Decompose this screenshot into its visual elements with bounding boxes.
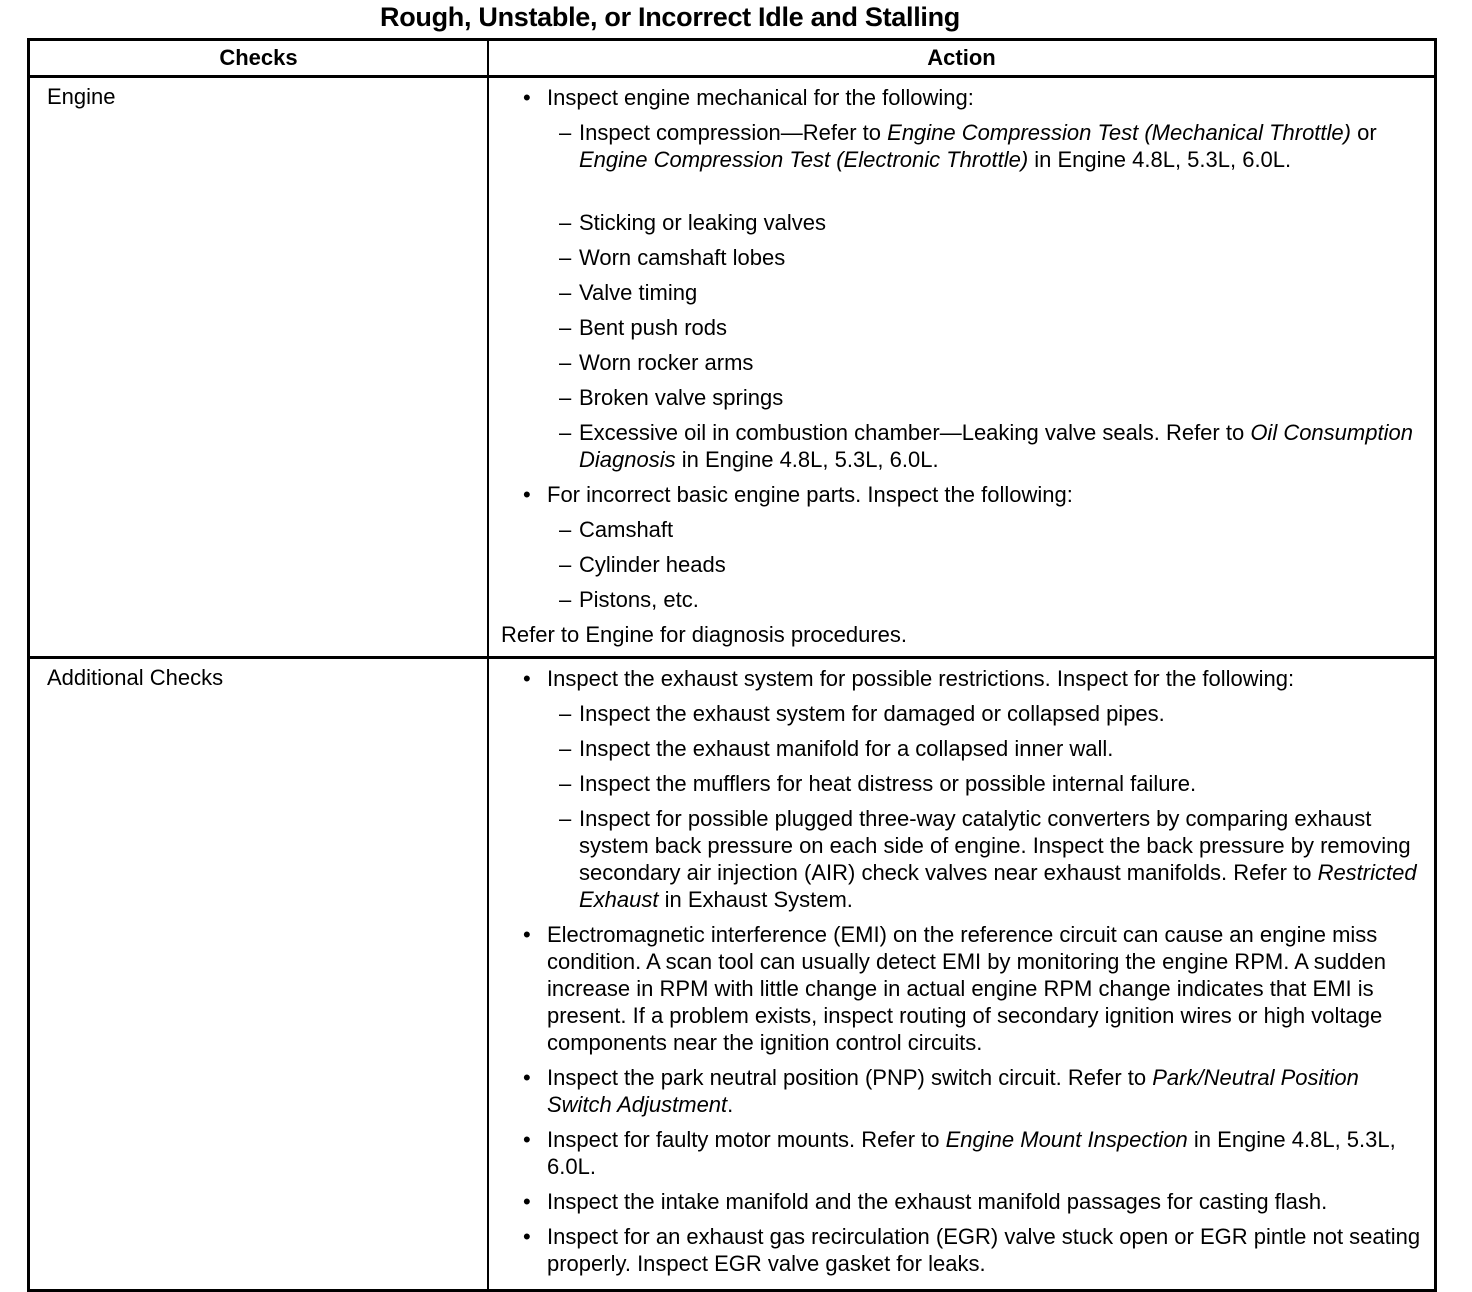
reference-link: Restricted Exhaust (579, 860, 1417, 912)
reference-link: Engine Compression Test (Electronic Throttle) (579, 147, 1029, 172)
bullet-item: • Inspect for an exhaust gas recirculation (EGR) valve stuck open or EGR pintle not seating properly. Inspect EGR valve gasket for leaks. (501, 1223, 1426, 1277)
dash-item: – Excessive oil in combustion chamber—Leaking valve seals. Refer to Oil Consumption Diagnosis in Engine 4.8L, 5.3L, 6.0L. (501, 419, 1426, 473)
dash-item: – Worn camshaft lobes (501, 244, 1426, 271)
dash-item: – Sticking or leaking valves (501, 209, 1426, 236)
bullet-item: • Inspect the exhaust system for possible restrictions. Inspect for the following: (501, 665, 1426, 692)
check-label: Additional Checks (29, 658, 489, 1291)
bullet-item: • Electromagnetic interference (EMI) on the reference circuit can cause an engine miss condition. A scan tool can usually detect EMI by monitoring the engine RPM. A sudden increase in RPM with little change in actual engine RPM change indicates that EMI is present. If a problem exists, inspect routing of secondary ignition wires or high voltage components near the ignition control circuits. (501, 921, 1426, 1056)
reference-link: Park/Neutral Position Switch Adjustment (547, 1065, 1359, 1117)
reference-link: Engine Mount Inspection (945, 1127, 1188, 1152)
dash-item: – Inspect compression—Refer to Engine Compression Test (Mechanical Throttle) or Engine Compression Test (Electronic Throttle) in Engine 4.8L, 5.3L, 6.0L. (501, 119, 1426, 173)
dash-item: – Valve timing (501, 279, 1426, 306)
table-row-additional-checks (29, 658, 1436, 1291)
page-title: Rough, Unstable, or Incorrect Idle and Stalling (380, 2, 960, 32)
bullet-item: • Inspect the park neutral position (PNP) switch circuit. Refer to Park/Neutral Position Switch Adjustment. (501, 1064, 1426, 1118)
reference-link: Engine Compression Test (Mechanical Throttle) (887, 120, 1351, 145)
bullet-item: • For incorrect basic engine parts. Inspect the following: (501, 481, 1426, 508)
dash-item: – Pistons, etc. (501, 586, 1426, 613)
dash-item: – Inspect for possible plugged three-way catalytic converters by comparing exhaust system back pressure on each side of engine. Inspect the back pressure by removing secondary air injection (AIR) check valves near exhaust manifolds. Refer to Restricted Exhaust in Exhaust System. (501, 805, 1426, 913)
reference-link: Oil Consumption Diagnosis (579, 420, 1413, 472)
dash-item: – Inspect the exhaust manifold for a collapsed inner wall. (501, 735, 1426, 762)
bullet-item: • Inspect engine mechanical for the following: (501, 84, 1426, 111)
footer-note: Refer to Engine for diagnosis procedures. (501, 622, 908, 647)
dash-item: – Cylinder heads (501, 551, 1426, 578)
table-header-row (29, 40, 1436, 77)
diagnosis-table (27, 38, 1437, 1292)
action-cell (488, 658, 1436, 1291)
header-action: Action (488, 40, 1436, 77)
check-label: Engine (29, 77, 489, 658)
dash-item: – Inspect the exhaust system for damaged or collapsed pipes. (501, 700, 1426, 727)
dash-item: – Broken valve springs (501, 384, 1426, 411)
dash-item: – Inspect the mufflers for heat distress or possible internal failure. (501, 770, 1426, 797)
action-cell (488, 77, 1436, 658)
bullet-item: • Inspect the intake manifold and the exhaust manifold passages for casting flash. (501, 1188, 1426, 1215)
dash-item: – Worn rocker arms (501, 349, 1426, 376)
bullet-item: • Inspect for faulty motor mounts. Refer to Engine Mount Inspection in Engine 4.8L, 5.3L, 6.0L. (501, 1126, 1426, 1180)
dash-item: – Camshaft (501, 516, 1426, 543)
table-row-engine (29, 77, 1436, 658)
dash-item: – Bent push rods (501, 314, 1426, 341)
header-checks: Checks (29, 40, 489, 77)
